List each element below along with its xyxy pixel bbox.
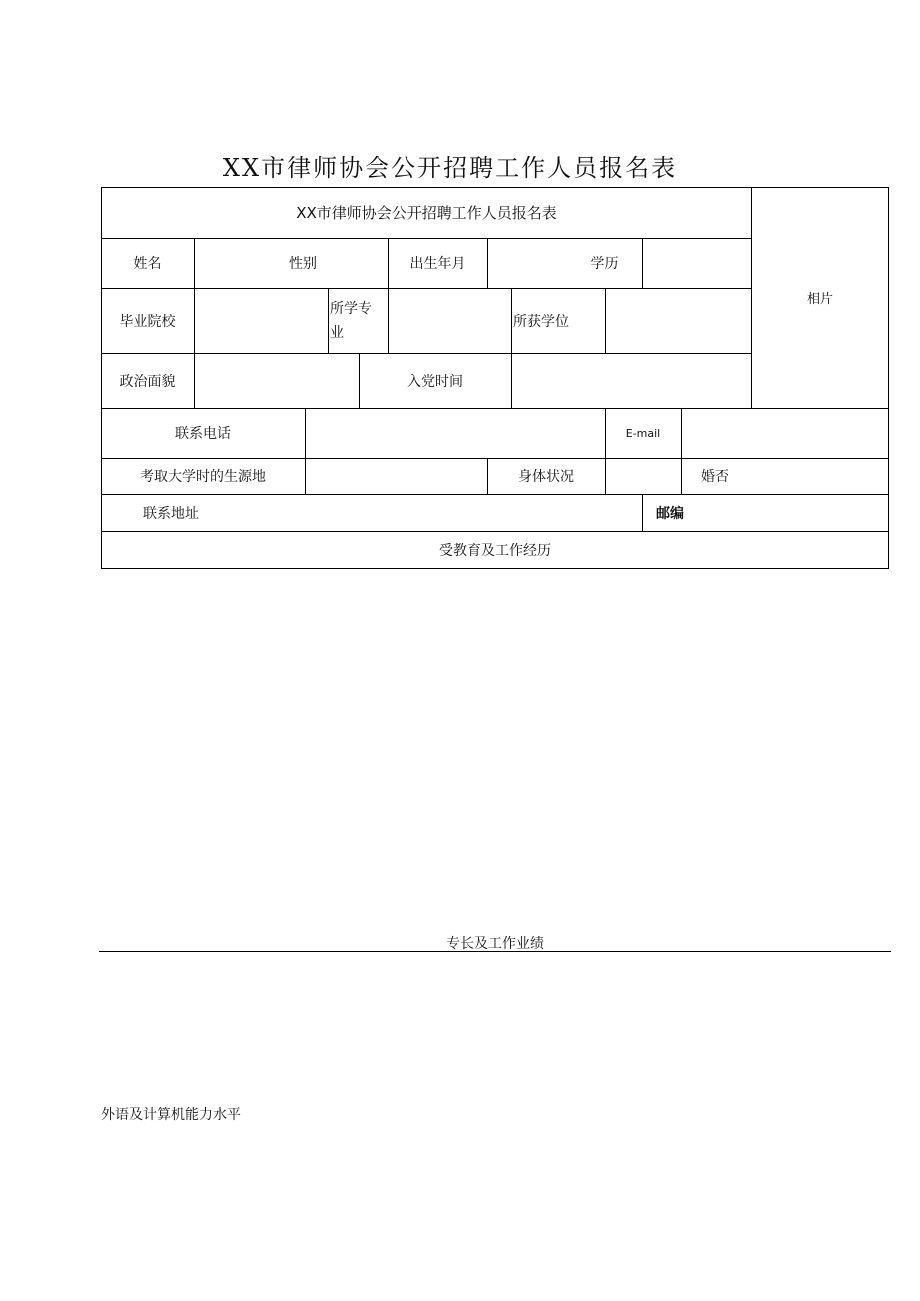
postcode-label: 邮编: [656, 505, 684, 522]
name-label: 姓名: [133, 256, 162, 272]
school-field[interactable]: [194, 288, 328, 353]
phone-label: 联系电话: [175, 426, 231, 442]
degree-label: 所获学位: [513, 313, 569, 330]
political-status-label: 政治面貌: [119, 373, 176, 390]
language-computer-skills-area[interactable]: [101, 1126, 889, 1276]
health-status-field[interactable]: [605, 458, 681, 494]
name-field[interactable]: [194, 238, 264, 288]
form-header: XX市律师协会公开招聘工作人员报名表: [296, 204, 557, 222]
education-label: 学历: [590, 256, 619, 272]
party-join-date-label: 入党时间: [407, 373, 463, 390]
phone-field[interactable]: [305, 408, 605, 458]
email-field[interactable]: [681, 408, 889, 458]
student-origin-label: 考取大学时的生源地: [140, 469, 266, 485]
marital-status-label: 婚否: [701, 469, 729, 485]
birth-date-field[interactable]: [487, 238, 567, 288]
health-status-label: 身体状况: [518, 469, 574, 485]
achievements-label: 专长及工作业绩: [446, 936, 544, 952]
party-join-date-field[interactable]: [511, 353, 751, 408]
postcode-field[interactable]: [702, 494, 889, 531]
address-label: 联系地址: [143, 505, 199, 522]
education-work-history-area[interactable]: [101, 570, 889, 925]
language-computer-skills-label: 外语及计算机能力水平: [101, 1107, 241, 1123]
education-field[interactable]: [642, 238, 751, 288]
achievements-rule: [99, 951, 891, 952]
student-origin-field[interactable]: [305, 458, 487, 494]
degree-field[interactable]: [605, 288, 751, 353]
major-field[interactable]: [388, 288, 511, 353]
major-label: [328, 288, 388, 353]
photo-placeholder[interactable]: 相片: [806, 292, 833, 307]
achievements-area[interactable]: [101, 953, 889, 1101]
political-status-field[interactable]: [194, 353, 359, 408]
school-label: 毕业院校: [119, 313, 176, 330]
education-work-history-label: 受教育及工作经历: [439, 543, 551, 559]
gender-label: 性别: [289, 256, 317, 272]
address-field[interactable]: [301, 494, 642, 531]
gender-field[interactable]: [342, 238, 388, 288]
major-label-text: 所学专业: [330, 300, 372, 341]
email-label: E-mail: [625, 426, 661, 440]
birth-date-label: 出生年月: [409, 256, 466, 272]
document-title: XX市律师协会公开招聘工作人员报名表: [222, 154, 678, 182]
